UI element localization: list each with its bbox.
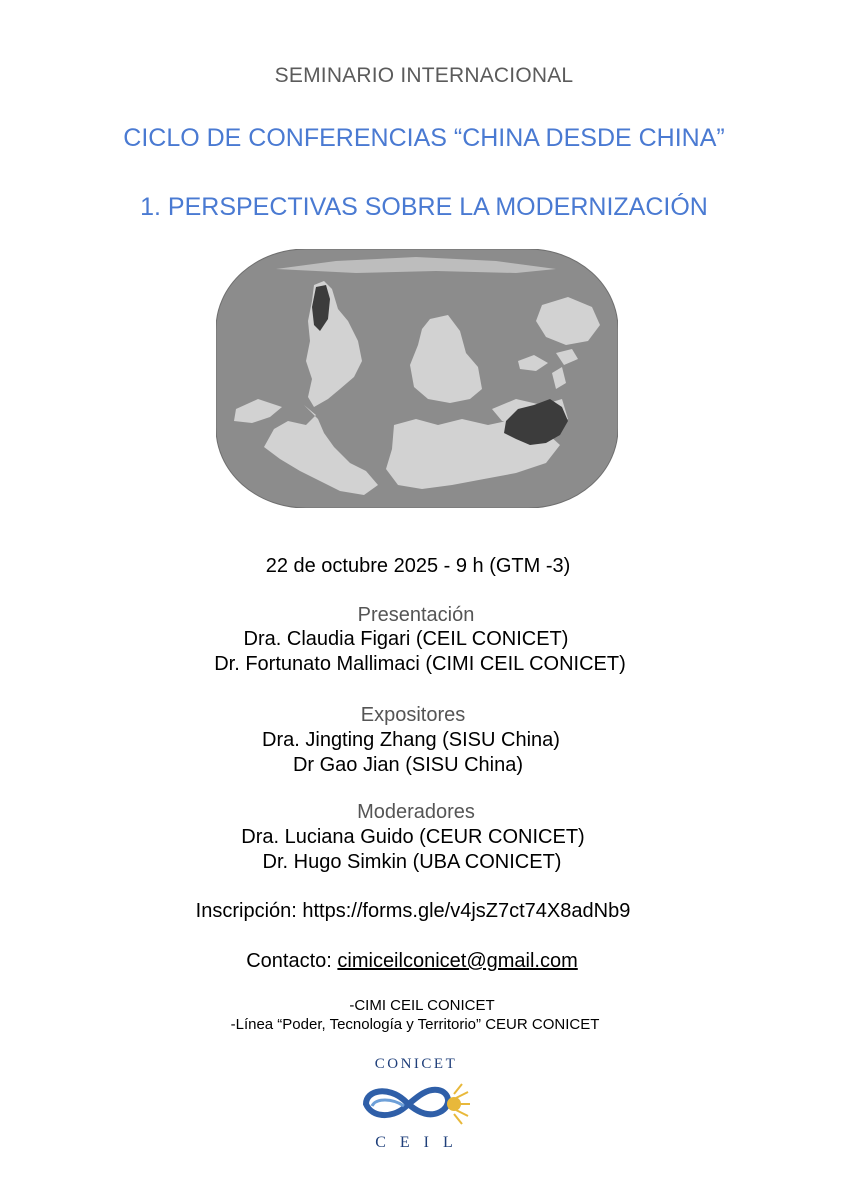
speakers-heading: Expositores [360,704,466,726]
presenter-2: Dr. Fortunato Mallimaci (CIMI CEIL CONICET) [214,653,626,675]
registration-link[interactable]: Inscripción: https://forms.gle/v4jsZ7ct74X8adNb9 [195,900,631,922]
moderators-heading: Moderadores [357,801,475,823]
organizer-1: -CIMI CEIL CONICET [349,997,495,1014]
contact-label: Contacto: [246,950,338,972]
presenter-1: Dra. Claudia Figari (CEIL CONICET) [243,628,569,650]
presentation-heading: Presentación [357,604,475,626]
infinity-sun-icon [358,1076,474,1132]
session-title: 1. PERSPECTIVAS SOBRE LA MODERNIZACIÓN [140,193,708,221]
upside-down-world-map [216,249,618,508]
moderator-1: Dra. Luciana Guido (CEUR CONICET) [241,826,585,848]
logo-top-text: CONICET [374,1056,458,1072]
event-date-time: 22 de octubre 2025 - 9 h (GTM -3) [265,555,571,577]
speaker-2: Dr Gao Jian (SISU China) [292,754,524,776]
seminar-kicker: SEMINARIO INTERNACIONAL [274,64,574,87]
logo-bottom-text: CEIL [375,1134,467,1151]
conicet-ceil-logo [356,1052,476,1162]
series-title: CICLO DE CONFERENCIAS “CHINA DESDE CHINA” [123,124,725,152]
moderator-2: Dr. Hugo Simkin (UBA CONICET) [262,851,562,873]
contact-line [0,950,836,973]
contact-email-link[interactable]: cimiceilconicet@gmail.com [337,950,578,972]
organizer-2: -Línea “Poder, Tecnología y Territorio” CEUR CONICET [230,1016,600,1033]
speaker-1: Dra. Jingting Zhang (SISU China) [262,729,560,751]
